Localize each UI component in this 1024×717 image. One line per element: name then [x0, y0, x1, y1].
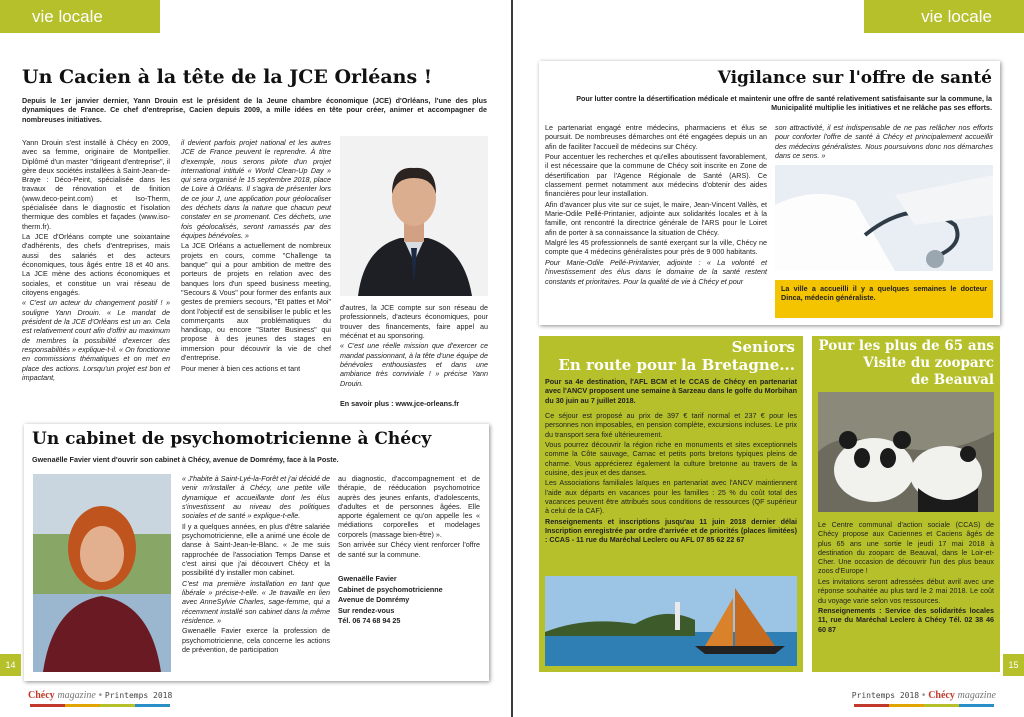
sante-col-1-p4: Malgré les 45 professionnels de santé exerçant sur la ville, Chécy ne compte que 4 médecins généralistes pour près de 9 000 habitants.: [545, 238, 767, 257]
footer-brand: Chécy: [928, 690, 955, 701]
gwenaelle-favier-photo: [33, 474, 171, 672]
jce-col-3-p2: « C'est une réelle mission que d'exercer ce mandat passionnant, à la tête d'une équipe de bénévoles enthousiastes et dans une ambiance très conviviale ! » précise Yann Drouin.: [340, 341, 488, 388]
psy-col-1: [182, 474, 330, 674]
sante-col-1-p2: Pour accentuer les recherches et qu'elles aboutissent favorablement, il est nécessaire que la commune de Chécy soit inscrite en Zone de désertification par l'Agence Régionale de Santé (ARS). Ce classement permet notamment aux médecins d'obtenir des aides financières pour leur installation.: [545, 152, 767, 199]
sante-title: Vigilance sur l'offre de santé: [717, 68, 992, 88]
psy-col-1-p3: C'est ma première installation en tant que libérale » précise-t-elle. « Je travaille en lien avec AnneSylvie Charles, sage-femme, qui a récemment installé son cabinet dans la même résidence. »: [182, 578, 330, 625]
footer-season: Printemps 2018: [851, 691, 920, 700]
jce-col-3-p1: d'autres, la JCE compte sur son réseau de professionnels, d'acteurs économiques, pour trouver des financements, faire appel au mécénat et au sponsoring.: [340, 303, 488, 340]
footer: Chécy magazine • Printemps 2018: [28, 690, 173, 701]
zoo-title-2: Visite du zooparc: [863, 355, 994, 371]
footer-stripe: [854, 704, 994, 707]
footer-season: Printemps 2018: [104, 691, 173, 700]
zoo-text: [818, 520, 994, 635]
jce-col-2-p1: il devient parfois projet national et les autres JCE de France peuvent le reprendre. À titre d'exemple, nous serons pilote d'un projet international intitulé « World Clean-Up Day » qui sera organisé le 15 septembre 2018, place de Loire à Orléans. Il s'agira de présenter lors de ce jour J, une application pour géolocaliser des déchets dans la nature que chacun peut constater en se promenant. Ces déchets, une fois géolocalisés, seront ramassés par des équipes bénévoles. »: [181, 138, 331, 240]
psy-col-2: [338, 474, 480, 559]
psy-col-1-p1: « J'habite à Saint-Lyé-la-Forêt et j'ai décidé de venir m'installer à Chécy, une petite ville dynamique et accueillante dont les élus s'investissent au niveau des politiques sociales et de santé » explique-t-elle.: [182, 474, 330, 521]
psy-contact: [338, 574, 480, 627]
psy-contact-phone[interactable]: Tél. 06 74 68 94 25: [338, 616, 401, 625]
seniors-p3: Les Associations familiales laïques en partenariat avec l'ANCV maintiennent l'aide aux départs en vacances pour les familles : 25 % du coût total des vacances peuvent être attribués sous conditions de ressources (QF supérieur à celui de la CAF).: [545, 478, 797, 516]
jce-col-1-p2: La JCE d'Orléans compte une soixantaine d'adhérents, des chefs d'entreprises, mais aussi des salariés et des acteurs économiques, tous âgés entre 18 et 40 ans. La JCE mène des actions économiques et sociales, et constitue un vrai réseau de citoyens engagés.: [22, 232, 170, 297]
jce-title: Un Cacien à la tête de la JCE Orléans !: [22, 66, 433, 88]
sante-intro: Pour lutter contre la désertification médicale et maintenir une offre de santé relativement satisfaisante sur la commune, la Municipalité multiplie les initiatives et ne relâche pas ses efforts.: [576, 94, 992, 113]
jce-col-1: [22, 138, 170, 414]
psy-col-2-p1: au diagnostic, d'accompagnement et de thérapie, de rééducation psychomotrice auprès des jeunes enfants, d'adolescents, d'adultes et de personnes âgées. Elle apporte également ce qu'on appelle les « médiations corporelles et modelages corporels (massage bien-être) ».: [338, 474, 480, 539]
seniors-p2: Vous pourrez découvrir la région riche en monuments et sites exceptionnels comme la Côte sauvage, Carnac et petits ports bretons typiques pleins de charme. Vous apprécierez également la culture bretonne au travers de la cuisine, des jeux et des danses.: [545, 440, 797, 477]
section-label: vie locale: [0, 0, 160, 33]
psy-title: Un cabinet de psychomotricienne à Chécy: [32, 429, 432, 449]
yann-drouin-photo: [340, 136, 488, 296]
sante-col-1-p5: Pour Marie-Odile Pellé-Printanier, adjointe : « La volonté et l'investissement des élus dans le domaine de la santé restent constants et prioritaires. Pour la qualité de vie à Chécy et pour: [545, 257, 767, 286]
sante-col-1: [545, 123, 767, 319]
doctor-photo: [775, 165, 993, 271]
seniors-subtitle: En route pour la Bretagne...: [558, 356, 795, 374]
left-page: [0, 0, 511, 717]
seniors-title: Seniors: [731, 338, 795, 356]
psy-contact-appointment: Sur rendez-vous: [338, 605, 395, 615]
jce-col-2-p3: Pour mener à bien ces actions et tant: [181, 363, 301, 373]
footer-brand-sub: magazine: [57, 690, 96, 701]
psy-contact-address: Avenue de Domrémy: [338, 595, 410, 604]
psy-box: [24, 424, 489, 681]
jce-col-1-p3: « C'est un acteur du changement positif ! » souligne Yann Drouin. « Le mandat de président de la JCE d'Orléans est un an. Cela est relativement court afin d'offrir au maximum de membres la possibilité d'exercer des responsabilités » explique-t-il. « On fonctionne en commissions thématiques et on met en place des actions. Lorsqu'un projet est bon et impactant,: [22, 298, 170, 382]
zoo-title-1: Pour les plus de 65 ans: [818, 338, 994, 354]
section-label: vie locale: [864, 0, 1024, 33]
seniors-p4: Renseignements et inscriptions jusqu'au 11 juin 2018 dernier délai Inscription enregistrée par ordre d'arrivée et de priorités (places limitées) : CCAS - 11 rue du Maréchal Leclerc ou AFL 07 85 62 22 67: [545, 516, 797, 545]
seniors-text: [545, 411, 797, 546]
footer-brand: Chécy: [28, 690, 55, 701]
sante-col-2: son attractivité, il est indispensable de ne pas relâcher nos efforts pour conforter l'offre de santé à Chécy et principalement accueillir des médecins généralistes. Nous poursuivons donc nos démarches dans ce sens. »: [775, 123, 993, 160]
jce-col-2: [181, 138, 331, 414]
seniors-p1: Ce séjour est proposé au prix de 397 € tarif normal et 237 € pour les personnes non imposables, en pension complète, excursions incluses. Le prix du transport sera fixé ultérieurement.: [545, 411, 797, 439]
psy-contact-role: Cabinet de psychomotricienne: [338, 584, 443, 594]
footer-stripe: [30, 704, 170, 707]
zoo-p2: Les invitations seront adressées début avril avec une réponse souhaitée au plus tard le 2 mai 2018. Le coût du voyage varie selon vos ressources.: [818, 576, 994, 605]
doctor-caption: La ville a accueilli il y a quelques semaines le docteur Dinca, médecin généraliste.: [775, 280, 993, 318]
jce-more-link[interactable]: En savoir plus : www.jce-orleans.fr: [340, 399, 460, 408]
psy-col-1-p4: Gwenaëlle Favier exerce la profession de psychomotricienne, cela concerne les actions de prévention, de participation: [182, 626, 330, 654]
page-number: 15: [1003, 654, 1024, 676]
jce-col-3: [340, 303, 488, 393]
zoo-title-3: de Beauval: [910, 372, 994, 388]
sante-col-1-p1: Le partenariat engagé entre médecins, pharmaciens et élus se poursuit. De nombreuses démarches ont été engagées depuis un an afin de faciliter l'accueil de médecins sur Chécy.: [545, 123, 767, 151]
page-number: 14: [0, 654, 21, 676]
sante-col-1-p3: Afin d'avancer plus vite sur ce sujet, le maire, Jean-Vincent Vallès, et Marie-Odile Pellé-Printanier, adjointe aux solidarités locales et à la famille, ont rencontré la directrice générale de l'ARS pour le Loiret afin de porter à sa connaissance la situation de Chécy.: [545, 199, 767, 237]
psy-contact-name: Gwenaëlle Favier: [338, 574, 397, 583]
jce-intro: Depuis le 1er janvier dernier, Yann Drouin est le président de la Jeune chambre économique (JCE) d'Orléans, l'une des plus dynamiques de France. Ce chef d'entreprise, Cacien depuis 2009, a mille idées en tête pour créer, animer et accompagner de nombreuses initiatives.: [22, 96, 487, 124]
footer-brand-sub: magazine: [957, 690, 996, 701]
footer: Printemps 2018 • Chécy magazine: [851, 690, 996, 701]
seniors-box: [539, 336, 803, 672]
sante-box: [539, 61, 1000, 325]
seniors-intro: Pour sa 4e destination, l'AFL BCM et le CCAS de Chécy en partenariat avec l'ANCV proposent une semaine à Sarzeau dans le golfe du Morbihan du 30 juin au 7 juillet 2018.: [545, 377, 797, 405]
panda-photo: [818, 392, 994, 512]
psy-intro: Gwenaëlle Favier vient d'ouvrir son cabinet à Chécy, avenue de Domrémy, face à la Poste.: [32, 455, 339, 464]
zoo-p3: Renseignements : Service des solidarités locales 11, rue du Maréchal Leclerc à Chécy Tél. 02 38 46 60 87: [818, 606, 994, 634]
psy-col-1-p2: Il y a quelques années, en plus d'être salariée psychomotricienne, elle a animé une école de danse à Saint-Jean-le-Blanc. « Je me suis rapprochée de l'association Temps Danse et c'est ainsi que j'ai découvert Chécy et la possibilité d'y installer mon cabinet.: [182, 521, 330, 578]
jce-col-2-p2: La JCE Orléans a actuellement de nombreux projets en cours, comme "Challenge ta banque" qui a pour ambition de mettre des porteurs de projets en relation avec des banques lors d'un speed business meeting, "Secours & Vous" pour former des enfants aux gestes de premiers secours, "Et pattes et Moi" dont l'objectif est de sensibiliser le public et les commerçants aux problématiques du handicap, ou encore "Starter Business" qui propose à des jeunes des stages en immersion pour découvrir la vie de chef d'entreprise.: [181, 241, 331, 363]
psy-col-2-p2: Son arrivée sur Chécy vient renforcer l'offre de santé sur la commune.: [338, 540, 480, 559]
right-page: [513, 0, 1024, 717]
zoo-p1: Le Centre communal d'action sociale (CCAS) de Chécy propose aux Caciennes et Caciens âgés de plus 65 ans une sortie le jeudi 17 mai 2018 à destination du zooparc de Beauval, dans le Loir-et-Cher. Une occasion de découvrir l'un des plus beaux zoos d'Europe !: [818, 520, 994, 576]
jce-col-1-p1: Yann Drouin s'est installé à Chécy en 2009, avec sa femme, originaire de Montpellier. Diplômé d'un master "dirigeant d'entreprise", il gère deux sociétés installées à Saint-Jean-de-Braye : Déco-Peint, spécialisée dans les travaux de rénovation et de finition (www.deco-peint.com) et Iso-Therm, spécialisée dans le diagnostic et l'isolation thermique des combles et façades (www.iso-therm.fr).: [22, 138, 170, 231]
bretagne-photo: [545, 576, 797, 666]
zoo-box: [812, 336, 1000, 672]
